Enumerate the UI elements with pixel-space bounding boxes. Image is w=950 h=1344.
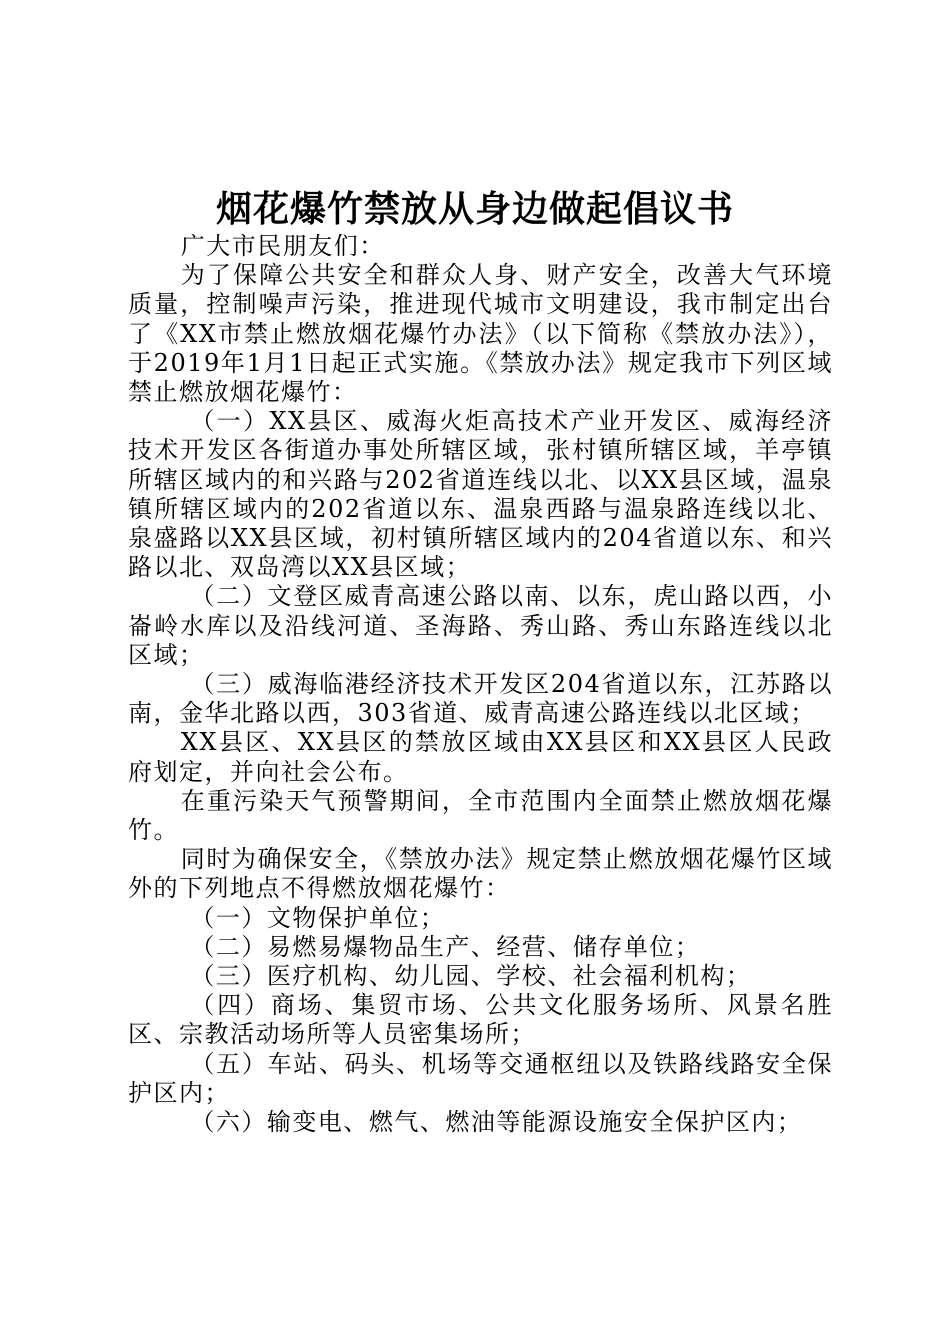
list-item-place-1: （一）文物保护单位； (190, 903, 446, 932)
salutation: 广大市民朋友们： (180, 232, 385, 260)
document-body (128, 232, 833, 1137)
paragraph-pollution-warning: 在重污染天气预警期间，全市范围内全面禁止燃放烟花爆竹。 (128, 786, 833, 845)
list-item-place-4: （四）商场、集贸市场、公共文化服务场所、风景名胜区、宗教活动场所等人员密集场所； (128, 991, 833, 1049)
paragraph-zone-2: （二）文登区威青高速公路以南、以东，虎山路以西，小崙岭水库以及沿线河道、圣海路、秀山路、秀山东路连线以北区域； (128, 582, 833, 669)
list-item-place-2: （二）易燃易爆物品生产、经营、储存单位； (190, 932, 701, 961)
paragraph-other-places: 同时为确保安全，《禁放办法》规定禁止燃放烟花爆竹区域外的下列地点不得燃放烟花爆竹： (128, 845, 833, 903)
document-title: 烟花爆竹禁放从身边做起倡议书 (215, 189, 734, 230)
paragraph-zone-1: （一）XX县区、威海火炬高技术产业开发区、威海经济技术开发区各街道办事处所辖区域，张村镇所辖区域，羊亭镇所辖区域内的和兴路与202省道连线以北、以XX县区域，温泉镇所辖区域内的202省道以东、温泉西路与温泉路连线以北、泉盛路以XX县区域，初村镇所辖区域内的204省道以东、和兴路以北、双岛湾以XX县区域； (128, 407, 833, 582)
paragraph-zone-3: （三）威海临港经济技术开发区204省道以东，江苏路以南，金华北路以西，303省道、威青高速公路连线以北区域； (128, 670, 833, 728)
paragraph-intro: 为了保障公共安全和群众人身、财产安全，改善大气环境质量，控制噪声污染，推进现代城市文明建设，我市制定出台了《XX市禁止燃放烟花爆竹办法》（以下简称《禁放办法》），于2019年1月1日起正式实施。《禁放办法》规定我市下列区域禁止燃放烟花爆竹： (128, 261, 833, 407)
list-item-place-6: （六）输变电、燃气、燃油等能源设施安全保护区内； (190, 1108, 803, 1137)
list-item-place-3: （三）医疗机构、幼儿园、学校、社会福利机构； (190, 962, 752, 991)
paragraph-county-zones: XX县区、XX县区的禁放区域由XX县区和XX县区人民政府划定，并向社会公布。 (128, 728, 833, 786)
list-item-place-5: （五）车站、码头、机场等交通枢纽以及铁路线路安全保护区内； (128, 1049, 833, 1107)
